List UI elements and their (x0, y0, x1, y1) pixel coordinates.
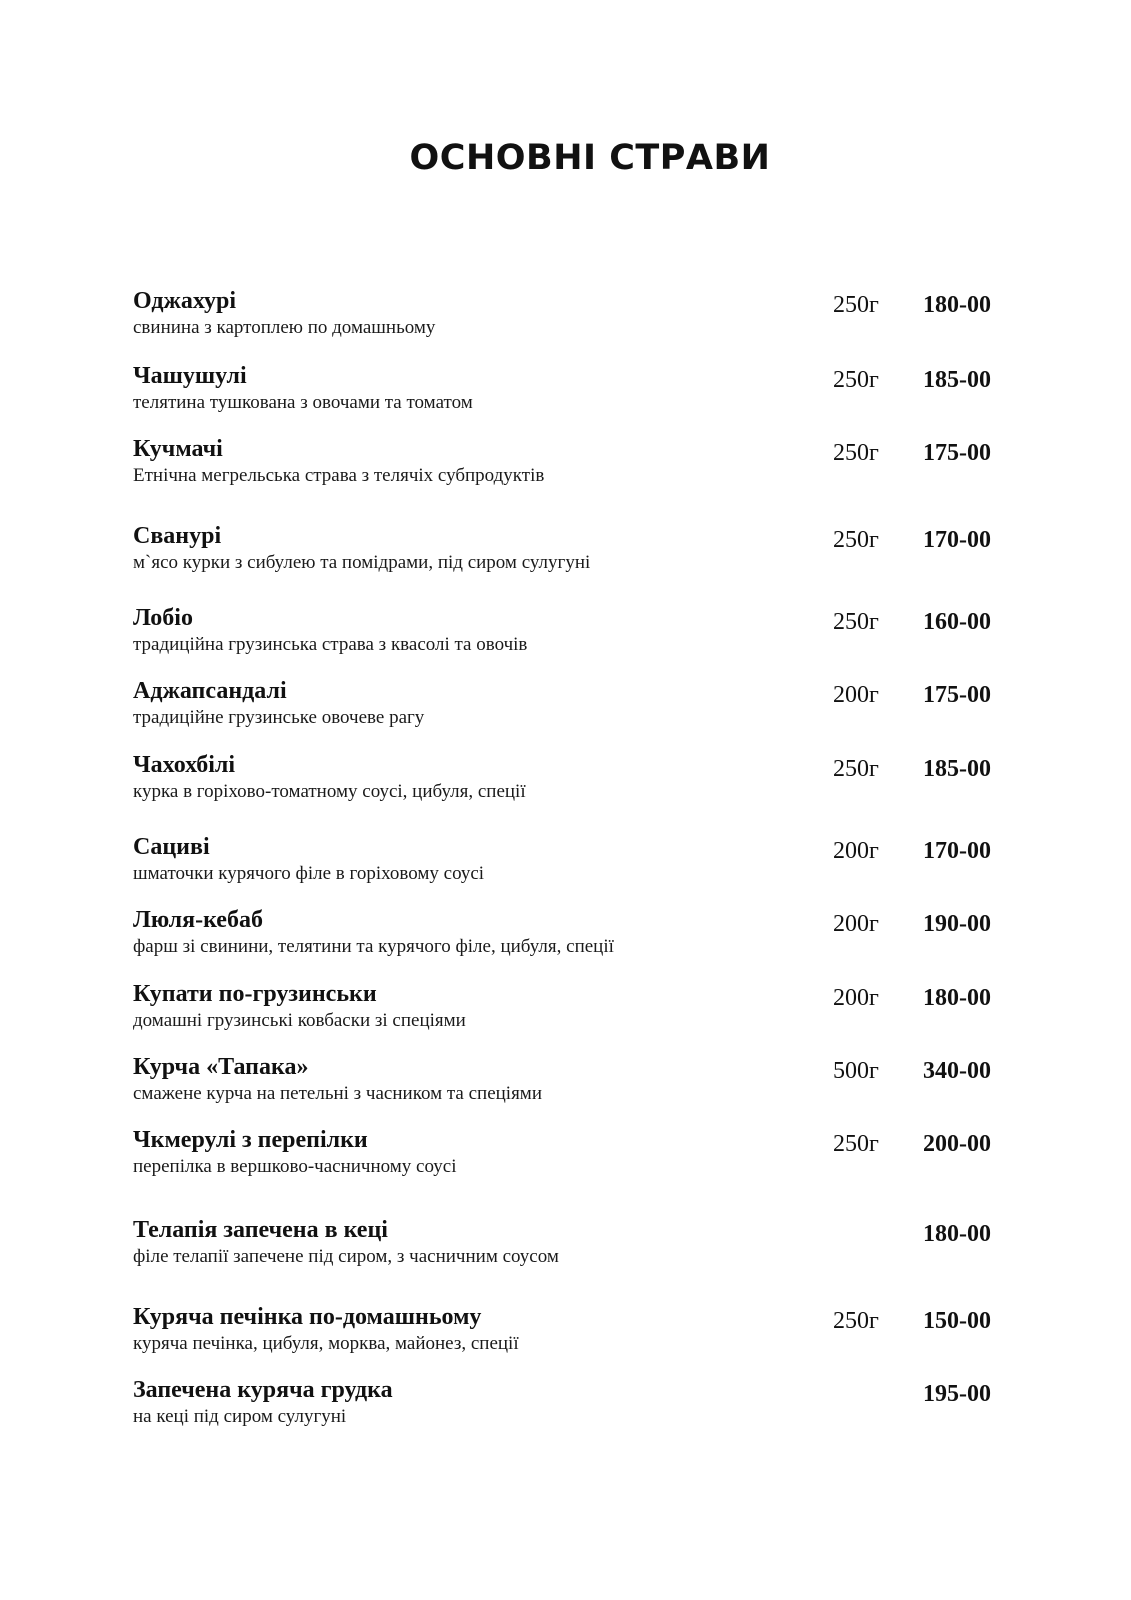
dish-description: телятина тушкована з овочами та томатом (133, 392, 473, 413)
dish-weight: 250г (833, 609, 879, 635)
dish-price: 200-00 (923, 1131, 991, 1157)
dish-weight: 200г (833, 985, 879, 1011)
dish-price: 170-00 (923, 527, 991, 553)
menu-item (133, 980, 1033, 1040)
dish-name: Лобіо (133, 605, 193, 631)
dish-price: 180-00 (923, 1221, 991, 1247)
dish-price: 175-00 (923, 682, 991, 708)
dish-name: Оджахурі (133, 288, 236, 314)
dish-description: філе телапії запечене під сиром, з часничним соусом (133, 1246, 559, 1267)
dish-name: Кучмачі (133, 436, 223, 462)
dish-name: Сванурі (133, 523, 222, 549)
dish-weight: 500г (833, 1058, 879, 1084)
menu-item (133, 1216, 1033, 1276)
dish-description: куряча печінка, цибуля, морква, майонез, спеції (133, 1333, 519, 1354)
dish-description: перепілка в вершково-часничному соусі (133, 1156, 457, 1177)
dish-description: свинина з картоплею по домашньому (133, 317, 436, 338)
menu-item (133, 677, 1033, 737)
dish-description: шматочки курячого філе в горіховому соусі (133, 863, 485, 884)
dish-weight: 250г (833, 756, 879, 782)
dish-description: фарш зі свинини, телятини та курячого філе, цибуля, спеції (133, 936, 614, 957)
dish-description: курка в горіхово-томатному соусі, цибуля, спеції (133, 781, 526, 802)
dish-weight: 250г (833, 367, 879, 393)
dish-price: 185-00 (923, 367, 991, 393)
dish-weight: 200г (833, 682, 879, 708)
dish-price: 180-00 (923, 985, 991, 1011)
menu-item (133, 1376, 1033, 1436)
dish-price: 195-00 (923, 1381, 991, 1407)
dish-price: 170-00 (923, 838, 991, 864)
dish-name: Купати по-грузинськи (133, 981, 377, 1007)
dish-price: 180-00 (923, 292, 991, 318)
dish-name: Сациві (133, 834, 210, 860)
dish-name: Курча «Тапака» (133, 1054, 309, 1080)
menu-item (133, 1126, 1033, 1186)
menu-item (133, 906, 1033, 966)
dish-weight: 200г (833, 911, 879, 937)
dish-weight: 250г (833, 1131, 879, 1157)
dish-description: Етнічна мегрельська страва з телячіх субпродуктів (133, 465, 545, 486)
page-title: ОСНОВНІ СТРАВИ (409, 138, 771, 178)
dish-description: м`ясо курки з сибулею та помідрами, під сиром сулугуні (133, 552, 591, 573)
menu-item (133, 287, 1033, 347)
dish-price: 190-00 (923, 911, 991, 937)
dish-description: смажене курча на петельні з часником та спеціями (133, 1083, 543, 1104)
dish-price: 185-00 (923, 756, 991, 782)
dish-price: 150-00 (923, 1308, 991, 1334)
dish-description: домашні грузинські ковбаски зі спеціями (133, 1010, 466, 1031)
dish-price: 175-00 (923, 440, 991, 466)
dish-name: Чашушулі (133, 363, 247, 389)
menu-item (133, 435, 1033, 495)
menu-item (133, 1303, 1033, 1363)
dish-description: традиційна грузинська страва з квасолі та овочів (133, 634, 528, 655)
menu-item (133, 833, 1033, 893)
menu-item (133, 1053, 1033, 1113)
dish-weight: 250г (833, 1308, 879, 1334)
dish-name: Запечена куряча грудка (133, 1377, 393, 1403)
dish-weight: 250г (833, 440, 879, 466)
menu-item (133, 522, 1033, 582)
dish-weight: 200г (833, 838, 879, 864)
dish-name: Чкмерулі з перепілки (133, 1127, 368, 1153)
menu-item (133, 604, 1033, 664)
dish-weight: 250г (833, 527, 879, 553)
dish-description: на кеці під сиром сулугуні (133, 1406, 347, 1427)
dish-name: Телапія запечена в кеці (133, 1217, 388, 1243)
dish-weight: 250г (833, 292, 879, 318)
dish-name: Чахохбілі (133, 752, 235, 778)
dish-name: Люля-кебаб (133, 907, 263, 933)
dish-price: 160-00 (923, 609, 991, 635)
dish-description: традиційне грузинське овочеве рагу (133, 707, 425, 728)
menu-item (133, 362, 1033, 422)
dish-name: Аджапсандалі (133, 678, 287, 704)
menu-item (133, 751, 1033, 811)
dish-name: Куряча печінка по-домашньому (133, 1304, 482, 1330)
dish-price: 340-00 (923, 1058, 991, 1084)
